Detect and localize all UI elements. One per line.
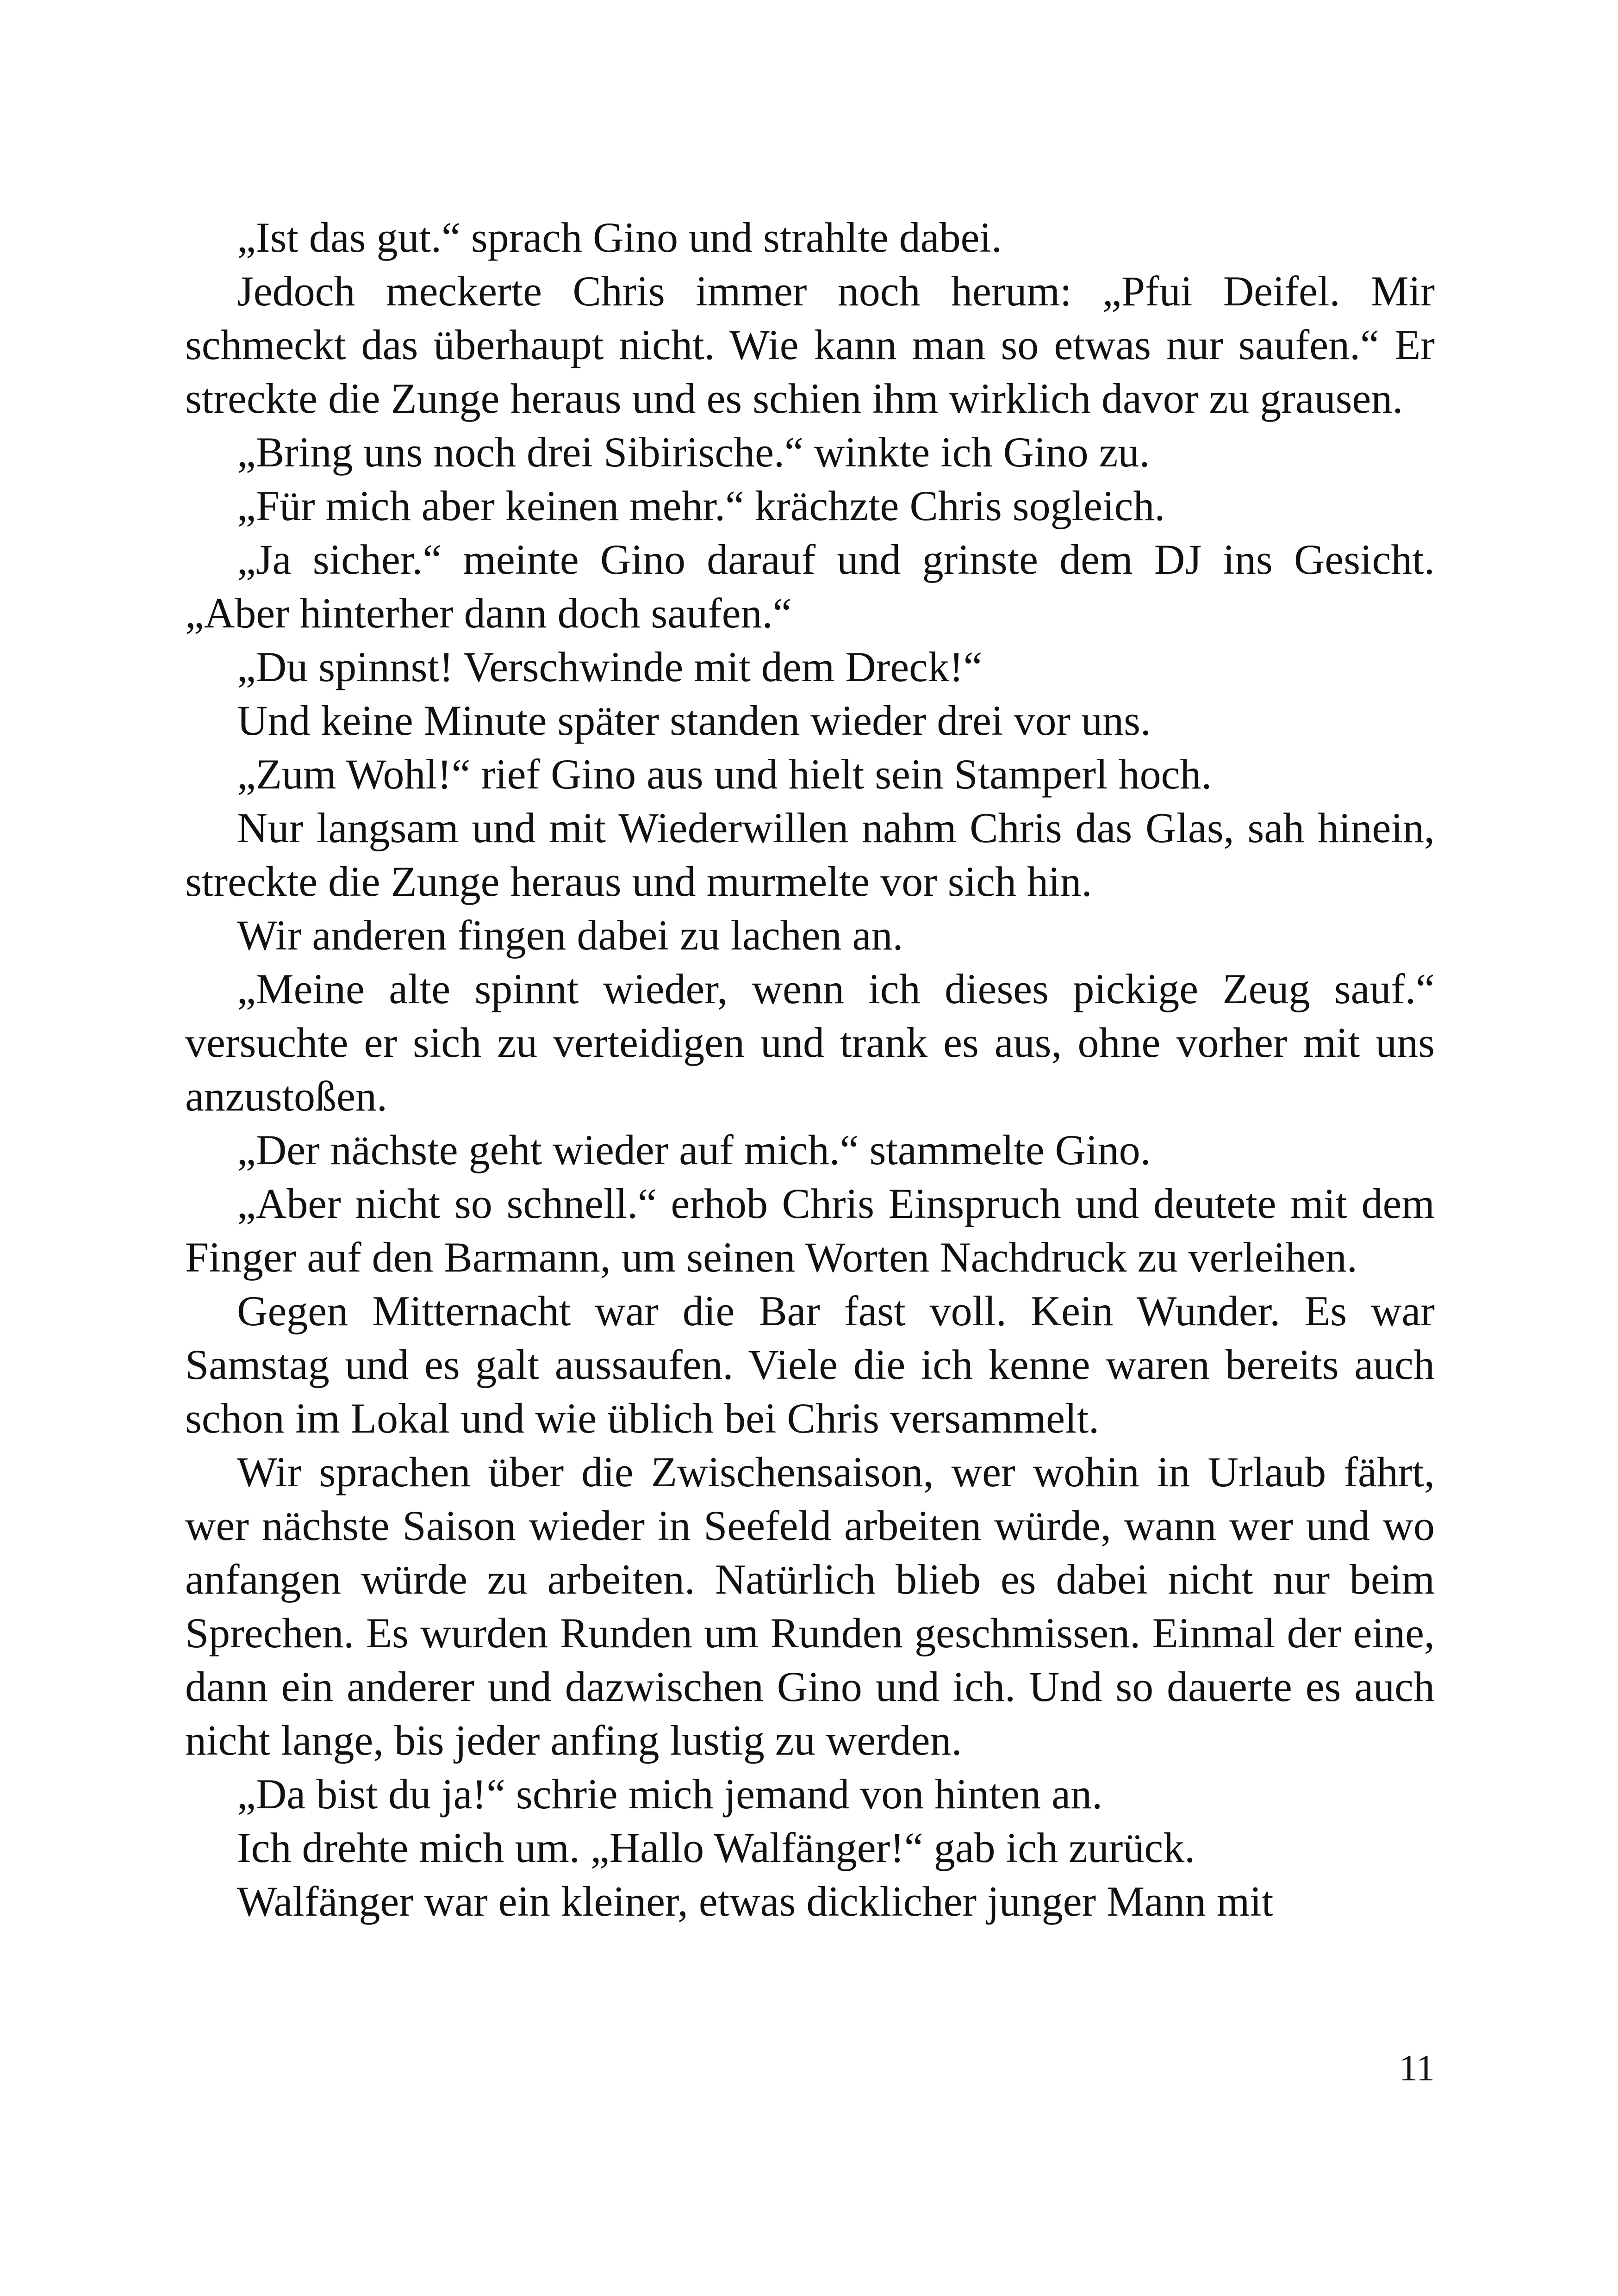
paragraph: Wir anderen fingen dabei zu lachen an. [237, 912, 903, 959]
paragraph: „Bring uns noch drei Sibirische.“ winkte ich Gino zu. [237, 428, 1150, 476]
page-number: 11 [1399, 2048, 1435, 2089]
paragraph: „Ist das gut.“ sprach Gino und strahlte dabei. [237, 214, 1002, 261]
paragraph: „Aber nicht so schnell.“ erhob Chris Einspruch und deutete mit dem Finger auf den Barmann, um seinen Worten Nachdruck zu verleihen. [185, 1180, 1435, 1281]
paragraph: „Ja sicher.“ meinte Gino darauf und grinste dem DJ ins Gesicht. „Aber hinterher dann doch saufen.“ [185, 536, 1435, 637]
paragraph: Walfänger war ein kleiner, etwas dicklicher junger Mann mit [237, 1878, 1274, 1925]
paragraph: „Der nächste geht wieder auf mich.“ stammelte Gino. [237, 1126, 1151, 1173]
paragraph: „Meine alte spinnt wieder, wenn ich dieses pickige Zeug sauf.“ versuchte er sich zu verteidigen und trank es aus, ohne vorher mit uns anzustoßen. [185, 965, 1435, 1120]
paragraph: „Zum Wohl!“ rief Gino aus und hielt sein Stamperl hoch. [237, 751, 1212, 798]
paragraph: Wir sprachen über die Zwischensaison, wer wohin in Urlaub fährt, wer nächste Saison wieder in Seefeld arbeiten würde, wann wer und wo anfangen würde zu arbeiten. Natürlich blieb es dabei nicht nur beim Sprechen. Es wurden Runden um Runden geschmissen. Einmal der eine, dann ein anderer und dazwischen Gino und ich. Und so dauerte es auch nicht lange, bis jeder anfing lustig zu werden. [185, 1448, 1435, 1764]
paragraph: Jedoch meckerte Chris immer noch herum: „Pfui Deifel. Mir schmeckt das überhaupt nicht. Wie kann man so etwas nur saufen.“ Er streckte die Zunge heraus und es schien ihm wirklich davor zu grausen. [185, 267, 1435, 422]
paragraph: „Du spinnst! Verschwinde mit dem Dreck!“ [237, 643, 983, 690]
paragraph: Nur langsam und mit Wiederwillen nahm Chris das Glas, sah hinein, streckte die Zunge heraus und murmelte vor sich hin. [185, 804, 1435, 905]
paragraph: Gegen Mitternacht war die Bar fast voll. Kein Wunder. Es war Samstag und es galt aussaufen. Viele die ich kenne waren bereits auch schon im Lokal und wie üblich bei Chris versammelt. [185, 1287, 1435, 1442]
paragraph: Ich drehte mich um. „Hallo Walfänger!“ gab ich zurück. [237, 1824, 1195, 1871]
paragraph: „Da bist du ja!“ schrie mich jemand von hinten an. [237, 1770, 1103, 1818]
paragraph: „Für mich aber keinen mehr.“ krächzte Chris sogleich. [237, 482, 1165, 529]
paragraph: Und keine Minute später standen wieder drei vor uns. [237, 697, 1151, 744]
body-text [185, 211, 1435, 1928]
